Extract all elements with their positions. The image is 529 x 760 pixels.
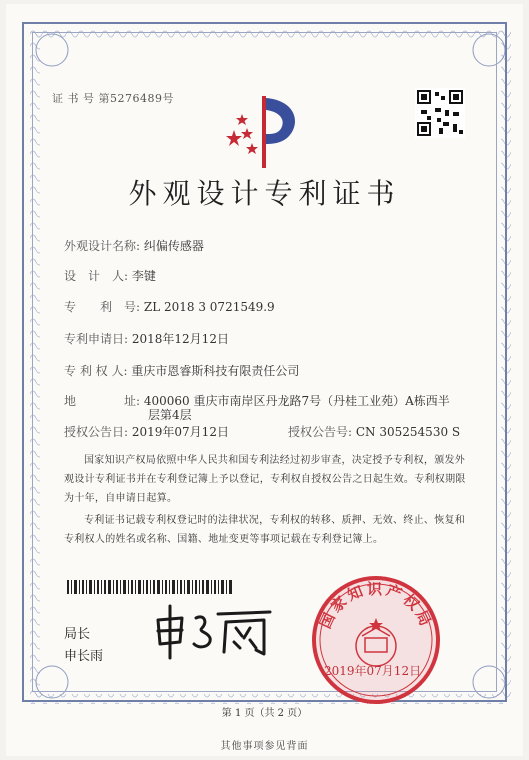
certificate-number: 证 书 号 第5276489号 xyxy=(52,92,174,105)
official-seal-icon xyxy=(306,570,446,710)
grant-number-label: 授权公告号: xyxy=(288,425,353,439)
patentee-value: 重庆市恩睿斯科技有限责任公司 xyxy=(131,364,300,378)
grant-number-row xyxy=(288,423,460,440)
address-row xyxy=(64,392,450,409)
design-name-value: 纠偏传感器 xyxy=(143,239,204,253)
certificate-title: 外观设计专利证书 xyxy=(128,177,401,210)
cnipa-emblem-icon xyxy=(222,88,308,174)
filing-date-row xyxy=(64,330,229,347)
grant-date-row xyxy=(64,423,229,440)
grant-date-value: 2019年07月12日 xyxy=(131,425,229,439)
patent-number-value: ZL 2018 3 0721549.9 xyxy=(143,300,275,314)
designer-value: 李键 xyxy=(131,269,156,283)
filing-date-value: 2018年12月12日 xyxy=(131,332,229,346)
barcode-icon xyxy=(67,580,232,594)
director-name: 申长雨 xyxy=(64,649,104,664)
design-name-row xyxy=(64,237,204,254)
designer-row xyxy=(64,267,156,284)
grant-date-label: 授权公告日: xyxy=(64,425,129,439)
designer-label: 设 计 人: xyxy=(64,269,129,283)
svg-text:国家知识产权局: 国家知识产权局 xyxy=(316,580,436,632)
design-name-label: 外观设计名称: xyxy=(64,239,141,253)
address-value-line2: 层第4层 xyxy=(148,408,192,422)
body-paragraph-2: 专利证书记载专利权登记时的法律状况，专利权的转移、质押、无效、终止、恢复和专利权人的姓名或名称、国籍、地址变更等事项记载在专利登记簿上。 xyxy=(64,515,466,545)
filing-date-label: 专利申请日: xyxy=(64,332,129,346)
reverse-side-note: 其他事项参见背面 xyxy=(220,741,309,752)
grant-number-value: CN 305254530 S xyxy=(355,425,461,439)
address-label: 地 址: xyxy=(64,394,141,408)
page-indicator: 第 1 页（共 2 页） xyxy=(221,708,308,719)
patent-number-row xyxy=(64,298,275,315)
address-value-line1: 400060 重庆市南岸区丹龙路7号（丹桂工业苑）A栋西半 xyxy=(143,394,450,408)
body-paragraph-1: 国家知识产权局依照中华人民共和国专利法经过初步审查，决定授予专利权，颁发外观设计专利证书并在专利登记簿上予以登记，专利权自授权公告之日起生效。专利权期限为十年，自申请日起算。 xyxy=(64,455,466,504)
qr-code-icon xyxy=(415,88,465,138)
patent-number-label: 专 利 号: xyxy=(64,300,141,314)
patentee-row xyxy=(64,362,299,379)
seal-date: 2019年07月12日 xyxy=(324,664,422,678)
director-title: 局长 xyxy=(64,627,91,642)
handwritten-signature xyxy=(152,600,282,660)
patentee-label: 专 利 权 人: xyxy=(64,364,128,378)
